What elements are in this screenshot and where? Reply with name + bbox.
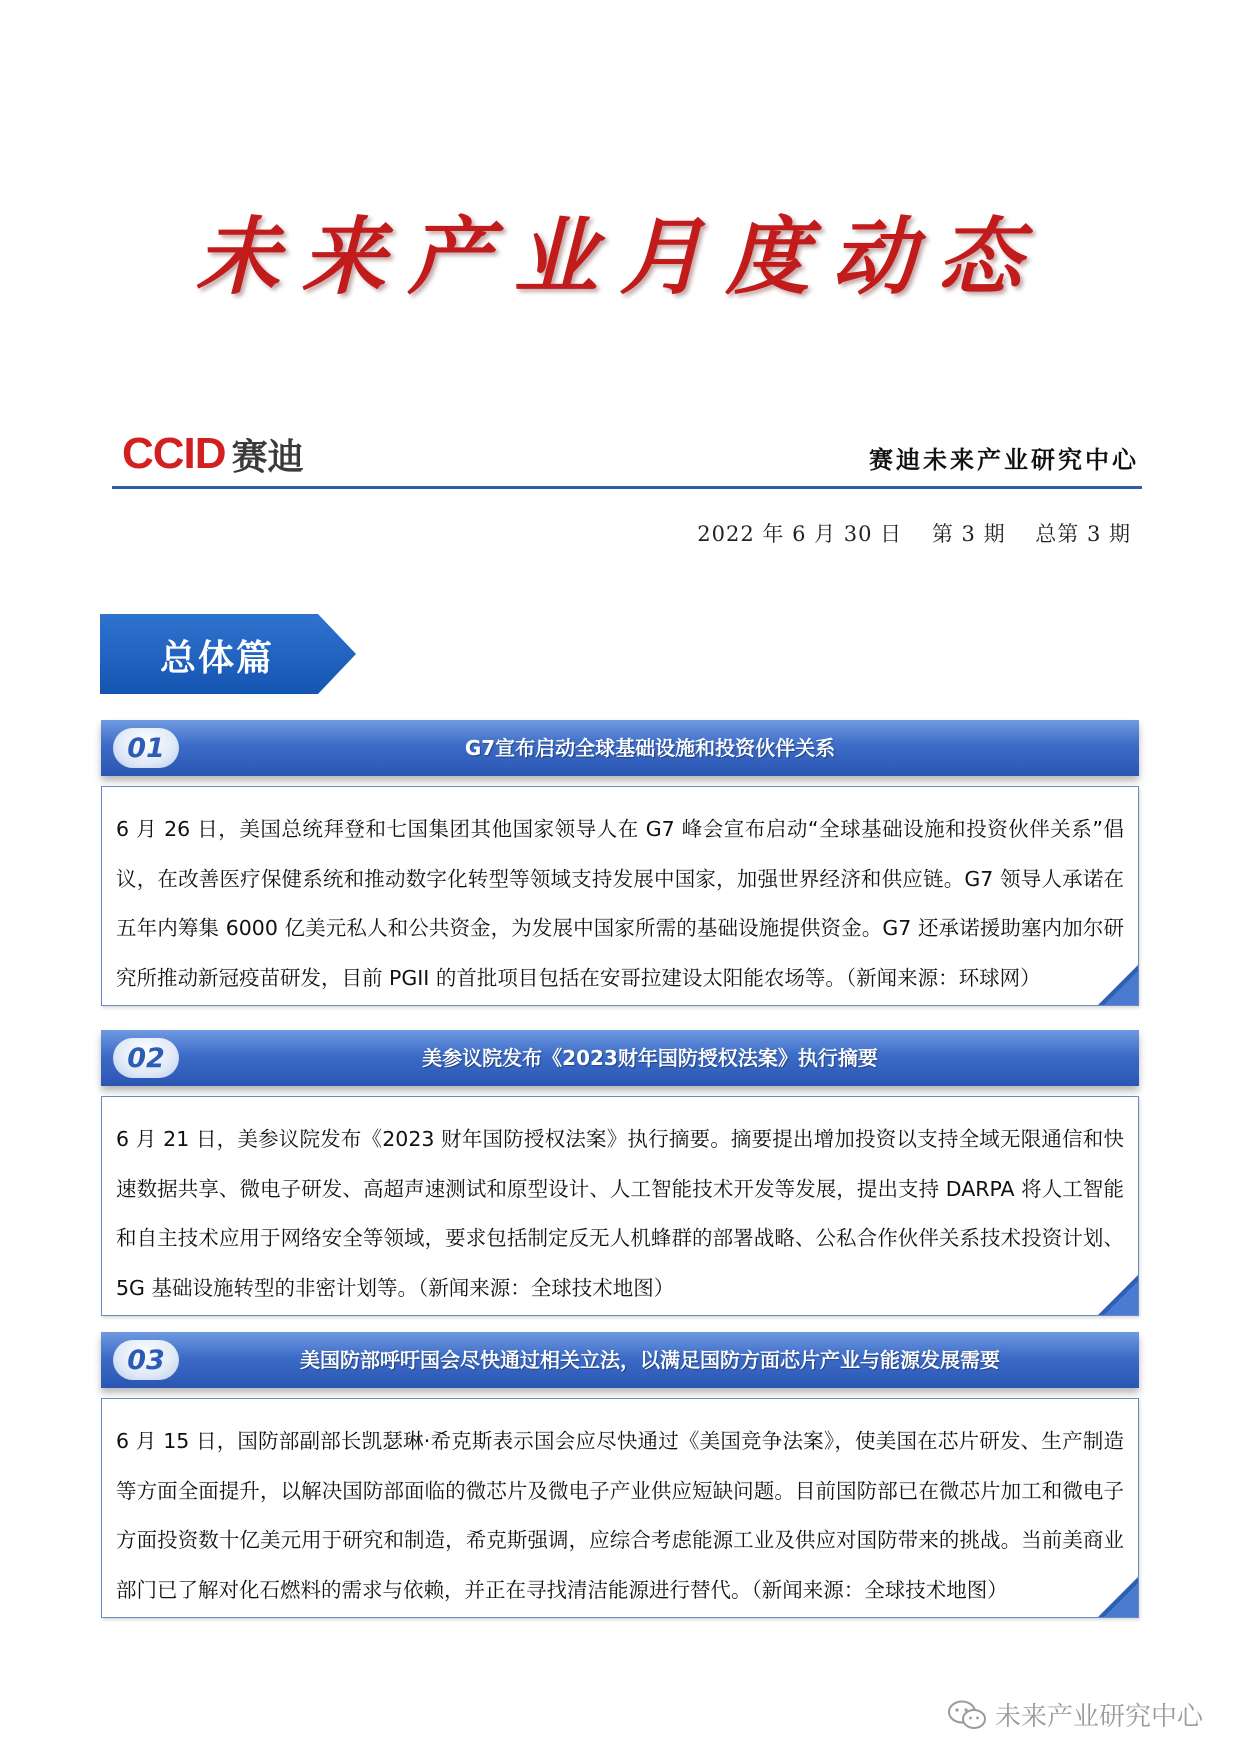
item-number: 01: [127, 732, 165, 764]
item-body: [101, 1398, 1139, 1618]
item-text: 6 月 21 日，美参议院发布《2023 财年国防授权法案》执行摘要。摘要提出增加投资以支持全域无限通信和快速数据共享、微电子研发、高超声速测试和原型设计、人工智能技术开发等发展，提出支持 DARPA 将人工智能和自主技术应用于网络安全等领域，要求包括制定反无人机蜂群的部署战略、公私合作伙伴关系技术投资计划、5G 基础设施转型的非密计划等。（新闻来源：全球技术地图）: [116, 1127, 1124, 1300]
item-number: 02: [127, 1042, 165, 1074]
ccid-logo: [122, 428, 304, 480]
news-item-header: [101, 1332, 1139, 1388]
issue-date: 2022 年 6 月 30 日: [697, 522, 903, 546]
item-body: [101, 1096, 1139, 1316]
total-issue-number: 总第 3 期: [1035, 522, 1131, 546]
section-label: 总体篇: [160, 638, 275, 679]
document-title: 未来产业月度动态: [195, 207, 1044, 306]
watermark-text: 未来产业研究中心: [994, 1702, 1203, 1732]
item-number-badge: [113, 1340, 179, 1380]
corner-triangle-icon: [1098, 1275, 1138, 1315]
issue-number: 第 3 期: [931, 522, 1006, 546]
item-title: 美参议院发布《2023财年国防授权法案》执行摘要: [422, 1046, 878, 1070]
item-body: [101, 786, 1139, 1006]
watermark: [947, 1696, 1203, 1733]
item-title: G7宣布启动全球基础设施和投资伙伴关系: [464, 736, 836, 760]
logo-cn-text: 赛迪: [231, 436, 304, 478]
item-number-badge: [113, 728, 179, 768]
wechat-icon: [947, 1699, 987, 1731]
item-text: 6 月 26 日，美国总统拜登和七国集团其他国家领导人在 G7 峰会宣布启动“全球基础设施和投资伙伴关系”倡议，在改善医疗保健系统和推动数字化转型等领域支持发展中国家，加强世界经济和供应链。G7 领导人承诺在五年内筹集 6000 亿美元私人和公共资金，为发展中国家所需的基础设施提供资金。G7 还承诺援助塞内加尔研究所推动新冠疫苗研发，目前 PGII 的首批项目包括在安哥拉建设太阳能农场等。（新闻来源：环球网）: [116, 817, 1124, 990]
news-item-header: [101, 1030, 1139, 1086]
item-text: 6 月 15 日，国防部副部长凯瑟琳·希克斯表示国会应尽快通过《美国竞争法案》，使美国在芯片研发、生产制造等方面全面提升，以解决国防部面临的微芯片及微电子产业供应短缺问题。目前国防部已在微芯片加工和微电子方面投资数十亿美元用于研究和制造，希克斯强调，应综合考虑能源工业及供应对国防带来的挑战。当前美商业部门已了解对化石燃料的需求与依赖，并正在寻找清洁能源进行替代。（新闻来源：全球技术地图）: [116, 1429, 1124, 1602]
item-number: 03: [127, 1344, 165, 1376]
org-name: 赛迪未来产业研究中心: [869, 445, 1139, 474]
section-tab: [100, 614, 356, 694]
logo-ccid-text: CCID: [122, 429, 226, 478]
item-title: 美国防部呼吁国会尽快通过相关立法，以满足国防方面芯片产业与能源发展需要: [300, 1348, 1000, 1372]
corner-triangle-icon: [1098, 1577, 1138, 1617]
item-number-badge: [113, 1038, 179, 1078]
corner-triangle-icon: [1098, 965, 1138, 1005]
header-divider: [112, 486, 1142, 489]
issue-info: [697, 518, 1131, 548]
news-item-header: [101, 720, 1139, 776]
